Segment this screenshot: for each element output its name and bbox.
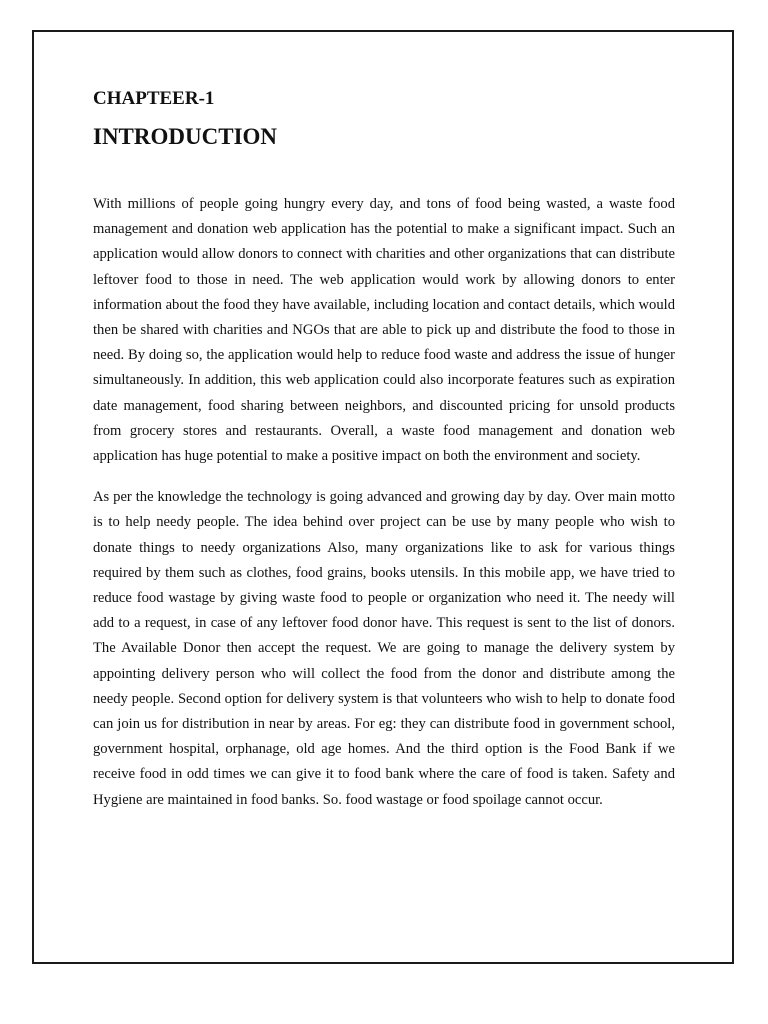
chapter-title: INTRODUCTION [93, 124, 278, 149]
chapter-label: CHAPTEER-1 [93, 88, 215, 109]
paragraph-1: With millions of people going hungry every day, and tons of food being wasted, a waste food management and donation web application has the potential to make a significant impact. Such an application would allow donors to connect with charities and other organizations that can distribute leftover food to those in need. The web application would work by allowing donors to enter information about the food they have available, including location and contact details, which would then be shared with charities and NGOs that are able to pick up and distribute the food to those in need. By doing so, the application would help to reduce food waste and address the issue of hunger simultaneously. In addition, this web application could also incorporate features such as expiration date management, food sharing between neighbors, and discounted pricing for unsold products from grocery stores and restaurants. Overall, a waste food management and donation web application has huge potential to make a positive impact on both the environment and society. [93, 196, 675, 465]
paragraph-2: As per the knowledge the technology is going advanced and growing day by day. Over main motto is to help needy people. The idea behind over project can be use by many people who wish to donate things to needy organizations Also, many organizations like to ask for various things required by them such as clothes, food grains, books utensils. In this mobile app, we have tried to reduce food wastage by giving waste food to people or organization who need it. The needy will add to a request, in case of any leftover food donor have. This request is sent to the list of donors. The Available Donor then accept the request. We are going to manage the delivery system by appointing delivery person who will collect the food from the donor and distribute among the needy people. Second option for delivery system is that volunteers who wish to help to donate food can join us for distribution in near by areas. For eg: they can distribute food in government school, government hospital, orphanage, old age homes. And the third option is the Food Bank if we receive food in odd times we can give it to food bank where the care of food is taken. Safety and Hygiene are maintained in food banks. So. food wastage or food spoilage cannot occur. [93, 489, 675, 808]
document-body [93, 86, 675, 813]
